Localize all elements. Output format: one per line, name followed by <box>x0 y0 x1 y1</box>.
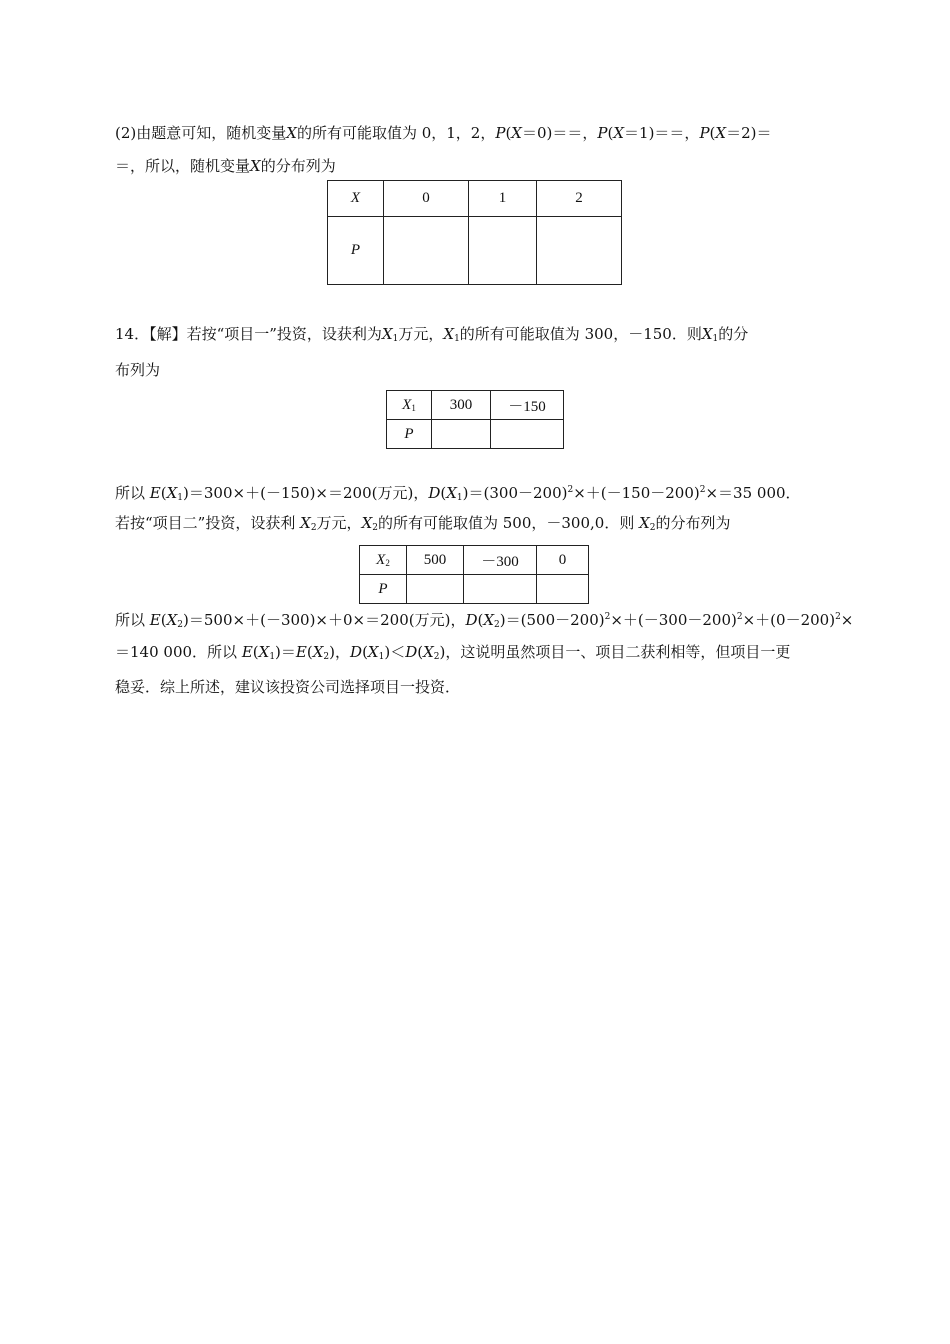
q14-line-1: 14．【解】若按“项目一”投资，设获利为$X_1$万元，$X_1$的所有可能取值为 300，－150．则$X_1$的分 <box>115 325 749 344</box>
table-cell-header: P <box>387 420 432 449</box>
table-cell: －300 <box>464 546 537 575</box>
table-cell-header: P <box>328 217 384 285</box>
part2-paragraph <box>115 117 839 183</box>
table-cell: 0 <box>384 181 469 217</box>
table-cell-empty <box>537 217 622 285</box>
part2-line-1: (2)由题意可知，随机变量X的所有可能取值为 0，1，2，P(X＝0)＝＝，P(X＝1)＝＝，P(X＝2)＝ <box>115 124 772 142</box>
table-row <box>387 391 564 420</box>
table-cell: 1 <box>469 181 537 217</box>
calc2-line-2: ＝140 000．所以 $E(X_1)=E(X_2)$，$D(X_1)<D(X_2)$，这说明虽然项目一、项目二获利相等，但项目一更 <box>115 643 791 662</box>
table-cell-empty <box>491 420 564 449</box>
table-cell-header: P <box>360 575 407 604</box>
table-cell: 300 <box>432 391 491 420</box>
table-cell-empty <box>432 420 491 449</box>
q14-paragraph <box>115 316 839 388</box>
table-cell-empty <box>469 217 537 285</box>
calc2-paragraph <box>115 600 854 705</box>
distribution-table-x2 <box>359 545 589 604</box>
table-row <box>328 217 622 285</box>
table-cell: 0 <box>537 546 589 575</box>
table-cell: 2 <box>537 181 622 217</box>
calc2-line-1: 所以 $E(X_2)=500\times+(-300)\times+0\times=200$(万元)，$D(X_2)=(500-200)^2\times+(-300-200)^2\times+(0-200)^2\times$ <box>115 611 854 630</box>
distribution-table-x <box>327 180 622 285</box>
table-cell: 500 <box>407 546 464 575</box>
part2-line-2: ＝，所以，随机变量X的分布列为 <box>115 157 336 175</box>
calc1-paragraph <box>115 474 839 540</box>
q14-line-2: 布列为 <box>115 361 161 379</box>
proj2-line: 若按“项目二”投资，设获利 $X_2$万元，$X_2$的所有可能取值为 500，－300,0．则 $X_2$的分布列为 <box>115 514 731 533</box>
table-row <box>328 181 622 217</box>
distribution-table-x1 <box>386 390 564 449</box>
table-row <box>360 546 589 575</box>
table-cell-header: $X_2$ <box>360 546 407 575</box>
table-cell-header: X <box>328 181 384 217</box>
table-row <box>387 420 564 449</box>
table-cell-empty <box>384 217 469 285</box>
table-cell-header: $X_1$ <box>387 391 432 420</box>
table-cell: －150 <box>491 391 564 420</box>
calc1-line: 所以 $E(X_1)=300\times+(-150)\times=200$(万元)，$D(X_1)=(300-200)^2\times+(-150-200)^2\times=35$ 000． <box>115 484 801 503</box>
calc2-line-3: 稳妥．综上所述，建议该投资公司选择项目一投资． <box>115 678 461 696</box>
